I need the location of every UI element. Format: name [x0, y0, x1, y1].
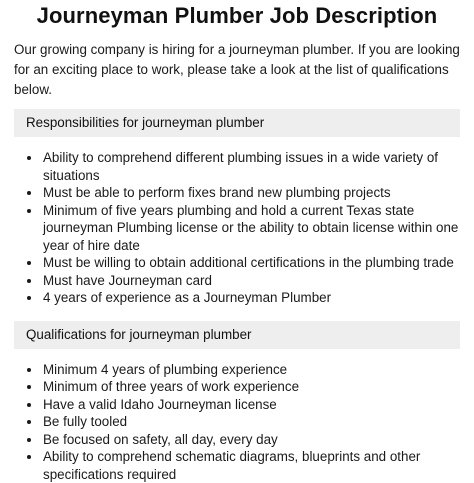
responsibilities-list: [14, 149, 460, 307]
qualifications-list: [14, 361, 460, 483]
list-item: • 4 years of experience as a Journeyman Plumber: [42, 289, 460, 307]
list-item: • Be focused on safety, all day, every day: [42, 431, 460, 449]
list-item: • Be fully tooled: [42, 413, 460, 431]
list-item: • Must be able to perform fixes brand new plumbing projects: [42, 184, 460, 202]
list-item: • Ability to comprehend schematic diagrams, blueprints and other specifications required: [42, 448, 460, 483]
list-item: • Minimum of five years plumbing and hold a current Texas state journeyman Plumbing license or the ability to obtain license within one year of hire date: [42, 202, 460, 255]
qualifications-header: Qualifications for journeyman plumber: [14, 321, 460, 349]
list-item: • Must have Journeyman card: [42, 272, 460, 290]
page-title: Journeyman Plumber Job Description: [14, 0, 460, 29]
responsibilities-header: Responsibilities for journeyman plumber: [14, 109, 460, 137]
list-item: • Have a valid Idaho Journeyman license: [42, 396, 460, 414]
list-item: • Minimum 4 years of plumbing experience: [42, 361, 460, 379]
list-item: • Must be willing to obtain additional certifications in the plumbing trade: [42, 254, 460, 272]
list-item: • Ability to comprehend different plumbing issues in a wide variety of situations: [42, 149, 460, 184]
intro-paragraph: Our growing company is hiring for a journeyman plumber. If you are looking for an exciting place to work, please take a look at the list of qualifications below.: [14, 40, 460, 100]
list-item: • Minimum of three years of work experience: [42, 378, 460, 396]
